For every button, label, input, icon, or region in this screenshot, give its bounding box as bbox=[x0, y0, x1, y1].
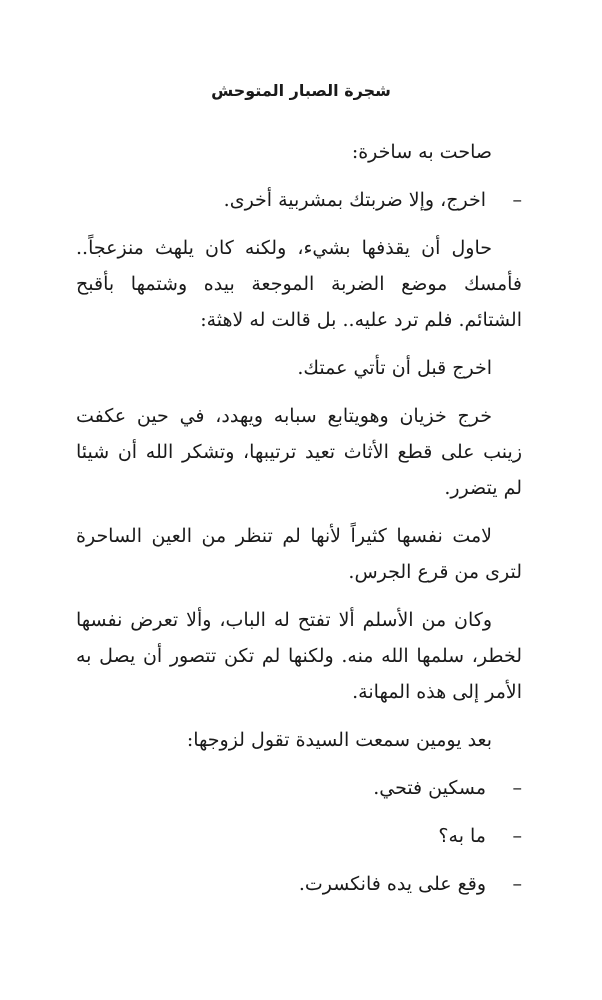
dialogue-dash: – bbox=[512, 189, 522, 211]
page-title: شجرة الصبار المتوحش bbox=[211, 81, 391, 100]
paragraph: صاحت به ساخرة: bbox=[351, 141, 492, 163]
dialogue-dash: – bbox=[512, 825, 522, 847]
dialogue-text: ما به؟ bbox=[438, 825, 486, 847]
story-text bbox=[76, 134, 522, 914]
dialogue-dash: – bbox=[512, 777, 522, 799]
dialogue-line bbox=[76, 818, 522, 854]
paragraph: حاول أن يقذفها بشيء، ولكنه كان يلهث منزعجاً.. فأمسك موضع الضربة الموجعة بيده وشتمها بأقبح الشتائم. فلم ترد عليه.. بل قالت له لاهثة: bbox=[76, 237, 522, 331]
paragraph: لامت نفسها كثيراً لأنها لم تنظر من العين الساحرة لترى من قرع الجرس. bbox=[76, 525, 522, 583]
paragraph: اخرج قبل أن تأتي عمتك. bbox=[297, 357, 492, 379]
dialogue-line bbox=[76, 866, 522, 902]
paragraph: وكان من الأسلم ألا تفتح له الباب، وألا تعرض نفسها لخطر، سلمها الله منه. ولكنها لم تكن تتصور أن يصل به الأمر إلى هذه المهانة. bbox=[76, 609, 522, 703]
dialogue-text: اخرج، وإلا ضربتك بمشربية أخرى. bbox=[223, 189, 486, 211]
dialogue-dash: – bbox=[512, 873, 522, 895]
dialogue-text: وقع على يده فانكسرت. bbox=[298, 873, 486, 895]
dialogue-line bbox=[76, 770, 522, 806]
paragraph: بعد يومين سمعت السيدة تقول لزوجها: bbox=[186, 729, 492, 751]
paragraph: خرج خزيان وهويتابع سبابه ويهدد، في حين عكفت زينب على قطع الأثاث تعيد ترتيبها، وتشكر الله أن شيئا لم يتضرر. bbox=[76, 405, 522, 499]
dialogue-text: مسكين فتحي. bbox=[373, 777, 486, 799]
dialogue-line bbox=[76, 182, 522, 218]
